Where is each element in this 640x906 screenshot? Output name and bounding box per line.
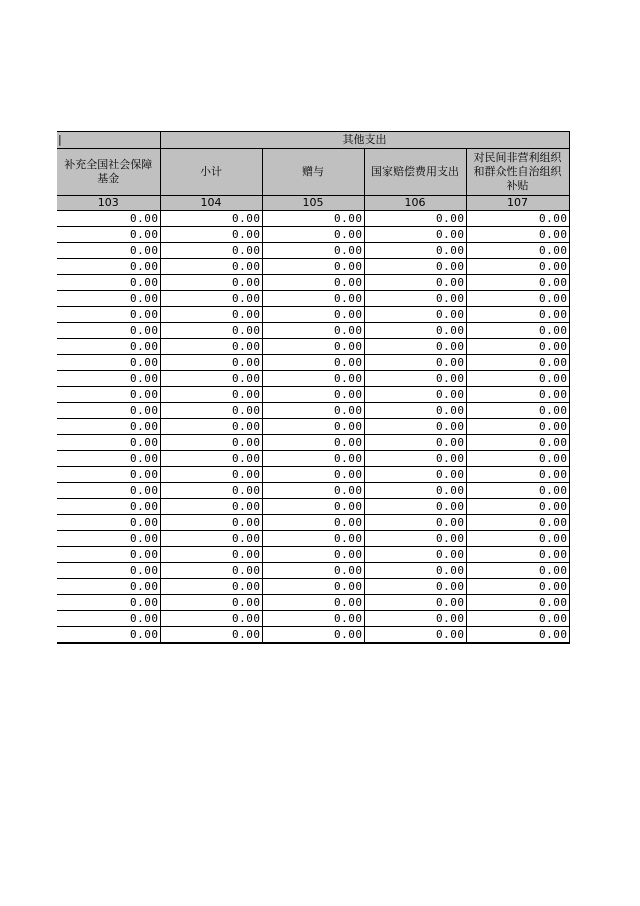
table-cell: 0.00 xyxy=(364,259,466,275)
table-cell: 0.00 xyxy=(466,275,569,291)
table-cell: 0.00 xyxy=(57,483,160,499)
table-row xyxy=(57,595,569,611)
table-cell: 0.00 xyxy=(364,595,466,611)
table-cell: 0.00 xyxy=(262,435,364,451)
table-cell: 0.00 xyxy=(160,403,262,419)
table-cell: 0.00 xyxy=(364,211,466,227)
table-cell: 0.00 xyxy=(364,403,466,419)
table-cell: 0.00 xyxy=(160,323,262,339)
table-cell: 0.00 xyxy=(57,275,160,291)
table-row xyxy=(57,515,569,531)
col-header-social-security-fund: 补充全国社会保障基金 xyxy=(57,149,160,196)
table-cell: 0.00 xyxy=(364,243,466,259)
table-cell: 0.00 xyxy=(466,323,569,339)
table-cell: 0.00 xyxy=(57,627,160,644)
table-row xyxy=(57,387,569,403)
table-cell: 0.00 xyxy=(466,435,569,451)
table-row xyxy=(57,323,569,339)
group-title-other-expenditure: 其他支出 xyxy=(160,132,569,149)
table-cell: 0.00 xyxy=(466,339,569,355)
table-cell: 0.00 xyxy=(466,419,569,435)
table-row xyxy=(57,419,569,435)
table-cell: 0.00 xyxy=(262,339,364,355)
table-cell: 0.00 xyxy=(57,403,160,419)
table-cell: 0.00 xyxy=(160,547,262,563)
table-cell: 0.00 xyxy=(160,243,262,259)
table-cell: 0.00 xyxy=(466,307,569,323)
table-cell: 0.00 xyxy=(262,371,364,387)
col-code: 103 xyxy=(57,196,160,211)
table-cell: 0.00 xyxy=(466,355,569,371)
table-cell: 0.00 xyxy=(57,387,160,403)
table-row xyxy=(57,547,569,563)
table-cell: 0.00 xyxy=(364,435,466,451)
table-cell: 0.00 xyxy=(466,627,569,644)
table-cell: 0.00 xyxy=(364,531,466,547)
col-header-subtotal: 小计 xyxy=(160,149,262,196)
table-cell: 0.00 xyxy=(262,323,364,339)
table-cell: 0.00 xyxy=(466,531,569,547)
table-cell: 0.00 xyxy=(466,403,569,419)
table-cell: 0.00 xyxy=(466,499,569,515)
table-cell: 0.00 xyxy=(262,387,364,403)
table-cell: 0.00 xyxy=(364,291,466,307)
col-header-donation: 赠与 xyxy=(262,149,364,196)
table-cell: 0.00 xyxy=(262,211,364,227)
table-cell: 0.00 xyxy=(466,467,569,483)
table-cell: 0.00 xyxy=(364,275,466,291)
table-cell: 0.00 xyxy=(57,307,160,323)
table-row xyxy=(57,435,569,451)
table-row xyxy=(57,563,569,579)
table-cell: 0.00 xyxy=(466,371,569,387)
table-cell: 0.00 xyxy=(262,403,364,419)
table-cell: 0.00 xyxy=(57,355,160,371)
table-cell: 0.00 xyxy=(262,307,364,323)
table-cell: 0.00 xyxy=(262,547,364,563)
table-cell: 0.00 xyxy=(160,611,262,627)
table-row xyxy=(57,307,569,323)
table-cell: 0.00 xyxy=(262,451,364,467)
table-cell: 0.00 xyxy=(160,275,262,291)
table-cell: 0.00 xyxy=(160,499,262,515)
table-cell: 0.00 xyxy=(262,227,364,243)
table-cell: 0.00 xyxy=(466,259,569,275)
table-cell: 0.00 xyxy=(57,323,160,339)
table-cell: 0.00 xyxy=(57,211,160,227)
table-cell: 0.00 xyxy=(160,419,262,435)
table-row xyxy=(57,291,569,307)
table-cell: 0.00 xyxy=(466,211,569,227)
col-code: 106 xyxy=(364,196,466,211)
table-cell: 0.00 xyxy=(262,355,364,371)
table-row xyxy=(57,467,569,483)
table-row xyxy=(57,531,569,547)
header-row-codes xyxy=(57,196,569,211)
table-cell: 0.00 xyxy=(364,467,466,483)
table-row xyxy=(57,259,569,275)
table-cell: 0.00 xyxy=(466,515,569,531)
table-cell: 0.00 xyxy=(160,259,262,275)
table-cell: 0.00 xyxy=(57,611,160,627)
table-cell: 0.00 xyxy=(57,435,160,451)
table-cell: 0.00 xyxy=(364,227,466,243)
table-cell: 0.00 xyxy=(57,547,160,563)
table-cell: 0.00 xyxy=(57,563,160,579)
table-cell: 0.00 xyxy=(160,627,262,644)
table-cell: 0.00 xyxy=(57,579,160,595)
col-code: 107 xyxy=(466,196,569,211)
table-cell: 0.00 xyxy=(466,243,569,259)
table-cell: 0.00 xyxy=(364,307,466,323)
table-cell: 0.00 xyxy=(160,339,262,355)
table-cell: 0.00 xyxy=(57,531,160,547)
table-cell: 0.00 xyxy=(364,451,466,467)
table-cell: 0.00 xyxy=(364,339,466,355)
table-cell: 0.00 xyxy=(57,371,160,387)
table-cell: 0.00 xyxy=(160,387,262,403)
table-cell: 0.00 xyxy=(57,339,160,355)
table-cell: 0.00 xyxy=(57,227,160,243)
table-cell: 0.00 xyxy=(364,499,466,515)
table-cell: 0.00 xyxy=(160,435,262,451)
table-cell: 0.00 xyxy=(262,483,364,499)
table-cell: 0.00 xyxy=(466,595,569,611)
table-cell: 0.00 xyxy=(364,611,466,627)
table-cell: 0.00 xyxy=(364,387,466,403)
table-row xyxy=(57,371,569,387)
table-cell: 0.00 xyxy=(160,211,262,227)
table-row xyxy=(57,499,569,515)
table-cell: 0.00 xyxy=(160,595,262,611)
table-cell: 0.00 xyxy=(57,499,160,515)
table-row xyxy=(57,211,569,227)
table-row xyxy=(57,403,569,419)
table-row xyxy=(57,451,569,467)
table-cell: 0.00 xyxy=(262,563,364,579)
table-cell: 0.00 xyxy=(57,419,160,435)
expenditure-table xyxy=(57,131,570,644)
table-cell: 0.00 xyxy=(262,515,364,531)
table-cell: 0.00 xyxy=(466,387,569,403)
table-cell: 0.00 xyxy=(364,515,466,531)
table-cell: 0.00 xyxy=(57,451,160,467)
header-row-group xyxy=(57,132,569,149)
table-cell: 0.00 xyxy=(160,451,262,467)
table-cell: 0.00 xyxy=(262,611,364,627)
table-cell: 0.00 xyxy=(262,499,364,515)
table-row xyxy=(57,483,569,499)
table-cell: 0.00 xyxy=(160,579,262,595)
table-cell: 0.00 xyxy=(57,595,160,611)
col-code: 105 xyxy=(262,196,364,211)
table-cell: 0.00 xyxy=(466,563,569,579)
table-cell: 0.00 xyxy=(262,259,364,275)
table-cell: 0.00 xyxy=(466,227,569,243)
table-row xyxy=(57,627,569,644)
table-cell: 0.00 xyxy=(57,259,160,275)
table-cell: 0.00 xyxy=(160,467,262,483)
table-row xyxy=(57,339,569,355)
table-cell: 0.00 xyxy=(262,419,364,435)
table-cell: 0.00 xyxy=(262,595,364,611)
table-cell: 0.00 xyxy=(262,627,364,644)
table-cell: 0.00 xyxy=(57,515,160,531)
table-cell: 0.00 xyxy=(160,531,262,547)
table-cell: 0.00 xyxy=(364,483,466,499)
cut-header-cell: | xyxy=(57,132,160,149)
table-cell: 0.00 xyxy=(466,579,569,595)
table-cell: 0.00 xyxy=(262,243,364,259)
table-cell: 0.00 xyxy=(364,579,466,595)
col-code: 104 xyxy=(160,196,262,211)
table-cell: 0.00 xyxy=(364,371,466,387)
table-row xyxy=(57,611,569,627)
table-cell: 0.00 xyxy=(466,547,569,563)
table-cell: 0.00 xyxy=(262,467,364,483)
table-cell: 0.00 xyxy=(262,579,364,595)
table-row xyxy=(57,579,569,595)
table-cell: 0.00 xyxy=(160,227,262,243)
table-cell: 0.00 xyxy=(364,627,466,644)
table-cell: 0.00 xyxy=(364,563,466,579)
table-cell: 0.00 xyxy=(160,291,262,307)
table-cell: 0.00 xyxy=(364,419,466,435)
table-row xyxy=(57,355,569,371)
col-header-nonprofit-subsidy: 对民间非营利组织和群众性自治组织补贴 xyxy=(466,149,569,196)
header-row-labels xyxy=(57,149,569,196)
table-cell: 0.00 xyxy=(364,355,466,371)
table-cell: 0.00 xyxy=(160,371,262,387)
table-cell: 0.00 xyxy=(262,291,364,307)
table-row xyxy=(57,227,569,243)
table-cell: 0.00 xyxy=(466,291,569,307)
table-cell: 0.00 xyxy=(364,323,466,339)
table-cell: 0.00 xyxy=(160,355,262,371)
table-row xyxy=(57,243,569,259)
table-row xyxy=(57,275,569,291)
table-cell: 0.00 xyxy=(57,243,160,259)
table-cell: 0.00 xyxy=(160,483,262,499)
table-cell: 0.00 xyxy=(160,307,262,323)
table-cell: 0.00 xyxy=(160,515,262,531)
table-cell: 0.00 xyxy=(57,291,160,307)
table-cell: 0.00 xyxy=(364,547,466,563)
table-cell: 0.00 xyxy=(466,611,569,627)
table-cell: 0.00 xyxy=(262,531,364,547)
table-cell: 0.00 xyxy=(160,563,262,579)
table-cell: 0.00 xyxy=(57,467,160,483)
col-header-state-compensation: 国家赔偿费用支出 xyxy=(364,149,466,196)
table-cell: 0.00 xyxy=(466,483,569,499)
table-cell: 0.00 xyxy=(262,275,364,291)
table-cell: 0.00 xyxy=(466,451,569,467)
table-body xyxy=(57,211,569,644)
